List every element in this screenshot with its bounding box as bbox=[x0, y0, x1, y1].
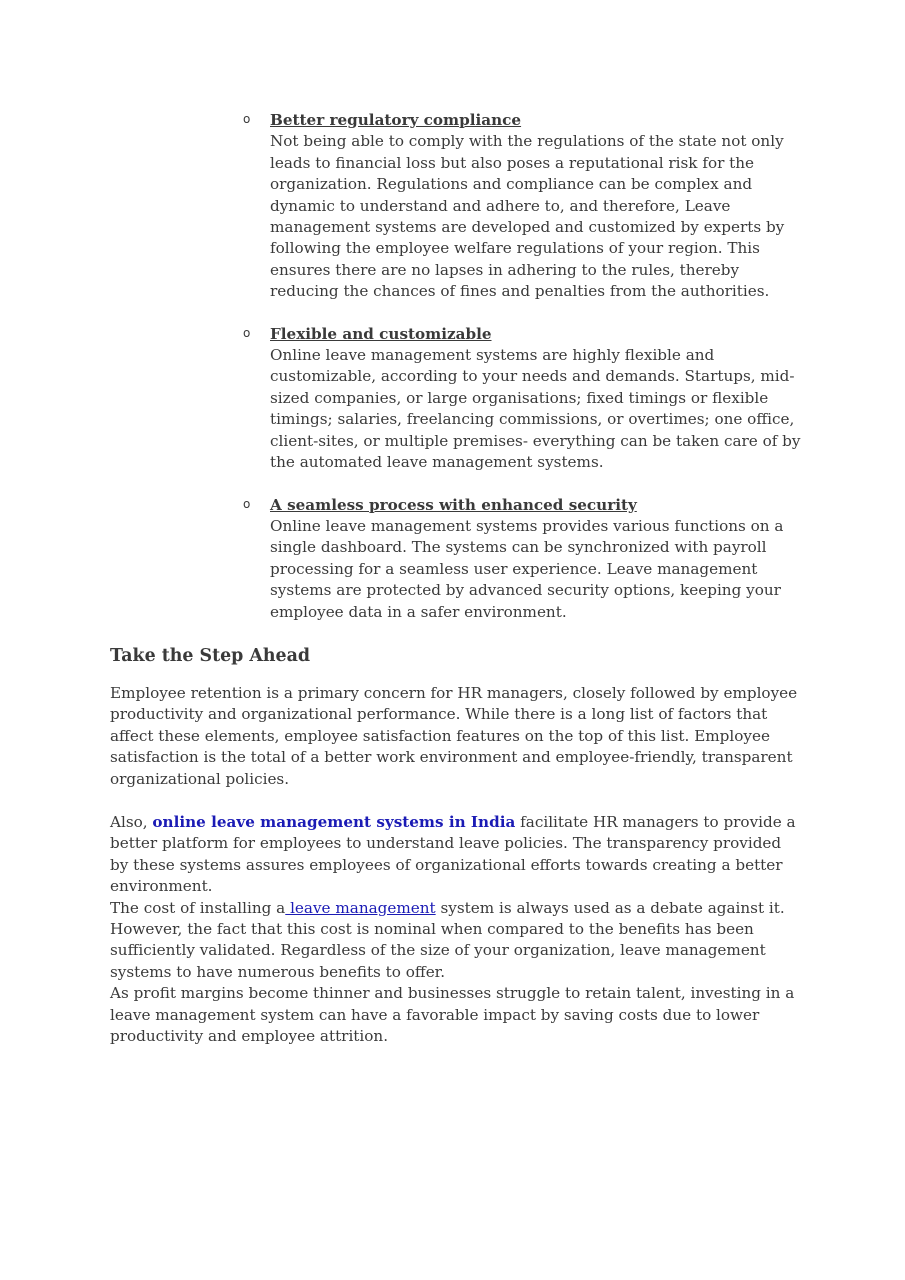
hollow-circle-bullet-icon: o bbox=[243, 325, 251, 340]
online-leave-management-link[interactable]: online leave management systems in India bbox=[152, 813, 516, 832]
paragraph-prefix: The cost of installing a bbox=[110, 898, 286, 917]
benefits-list bbox=[243, 110, 803, 644]
leave-management-link[interactable]: leave management bbox=[285, 898, 436, 917]
benefit-title: Flexible and customizable bbox=[270, 324, 492, 343]
hollow-circle-bullet-icon: o bbox=[243, 112, 251, 126]
benefit-title: A seamless process with enhanced security bbox=[270, 495, 637, 514]
section-heading: Take the Step Ahead bbox=[110, 646, 311, 666]
paragraph-cost bbox=[110, 898, 800, 984]
benefit-text: Not being able to comply with the regulations of the state not only leads to financial loss but also poses a reputational risk for the organization. Regulations and compliance can be complex and dynamic to understand and adhere to, and therefore, Leave management systems are developed and customized by experts by following the employee welfare regulations of your region. This ensures there are no lapses in adhering to the rules, thereby reducing the chances of fines and penalties from the authorities. bbox=[270, 132, 785, 301]
paragraph-prefix: Also, bbox=[110, 813, 153, 832]
benefit-item-compliance bbox=[243, 110, 803, 303]
benefit-text: Online leave management systems are highly flexible and customizable, according to your needs and demands. Startups, mid-sized companies, or large organisations; fixed timings or flexible timings; salaries, freelancing commissions, or overtimes; one office, client-sites, or multiple premises- everything can be taken care of by the automated leave management systems. bbox=[270, 346, 801, 472]
paragraph-suffix: system is always used as a debate against it. However, the fact that this cost is nominal when compared to the benefits has been sufficiently validated. Regardless of the size of your organization, leave management systems to have numerous benefits to offer. bbox=[110, 898, 785, 981]
benefit-title: Better regulatory compliance bbox=[270, 111, 522, 129]
paragraph-retention: Employee retention is a primary concern for HR managers, closely followed by employee productivity and organizational performance. While there is a long list of factors that affect these elements, employee satisfaction features on the top of this list. Employee satisfaction is the total of a better work environment and employee-friendly, transparent organizational policies. bbox=[110, 684, 798, 788]
benefit-item-flexible bbox=[243, 324, 803, 474]
take-the-step-ahead-section bbox=[110, 643, 800, 1048]
benefit-item-security bbox=[243, 495, 803, 623]
paragraph-online-systems bbox=[110, 812, 800, 898]
paragraph-profit-margins: As profit margins become thinner and businesses struggle to retain talent, investing in a leave management system can have a favorable impact by saving costs due to lower productivity and employee attrition. bbox=[110, 984, 795, 1046]
benefit-text: Online leave management systems provides various functions on a single dashboard. The systems can be synchronized with payroll processing for a seamless user experience. Leave management systems are protected by advanced security options, keeping your employee data in a safer environment. bbox=[270, 516, 784, 621]
hollow-circle-bullet-icon: o bbox=[243, 496, 251, 511]
paragraph-suffix: facilitate HR managers to provide a better platform for employees to understand leave policies. The transparency provided by these systems assures employees of organizational efforts towards creating a better environment. bbox=[110, 813, 796, 896]
